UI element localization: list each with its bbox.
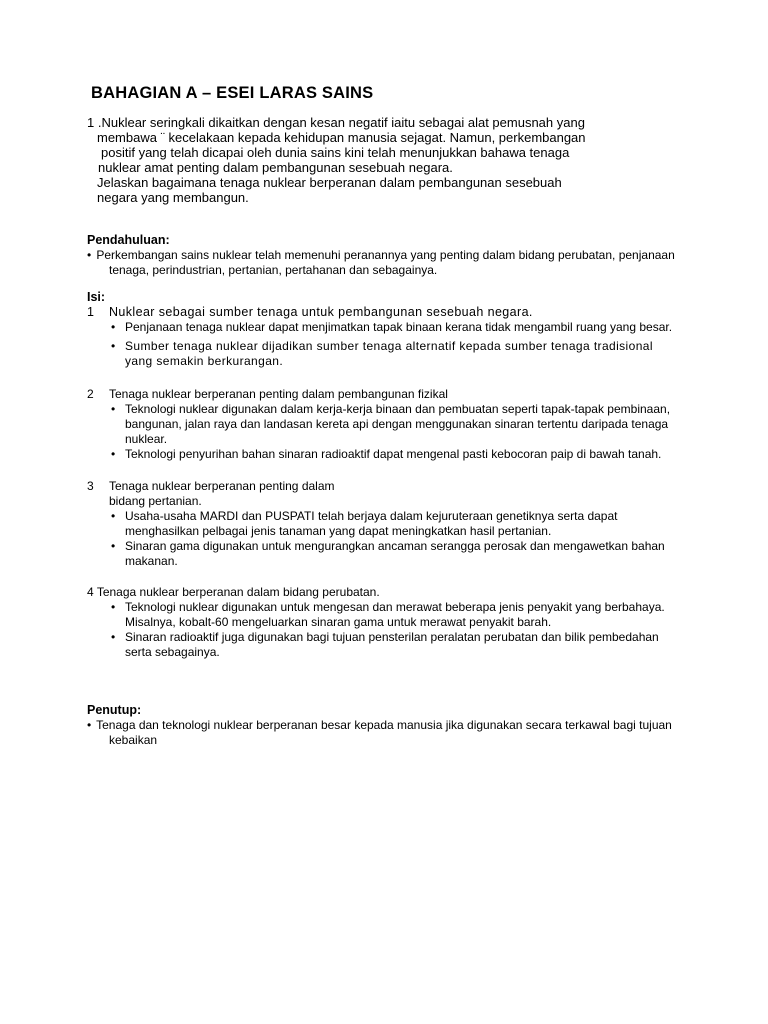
point-title-text: Nuklear sebagai sumber tenaga untuk pembangunan sesebuah negara. [109,305,533,319]
point-title-text: Tenaga nuklear berperanan dalam bidang perubatan. [96,585,380,599]
bullet-icon: • [111,402,116,416]
introduction-heading: Pendahuluan: [87,233,170,247]
bullet-icon: • [111,509,116,523]
point-title [87,585,682,600]
bullet-icon: • [111,339,116,353]
question-line: positif yang telah dicapai oleh dunia sains kini telah menunjukkan bahawa tenaga [101,145,570,160]
list-item [87,447,682,462]
list-item-text: Teknologi penyurihan bahan sinaran radioaktif dapat mengenal pasti kebocoran paip di bawah tanah. [125,447,662,461]
bullet-icon: • [111,630,116,644]
introduction-section [87,232,682,278]
point-title-text: Tenaga nuklear berperanan penting dalam [109,479,335,493]
list-item [87,402,682,447]
list-item-text: Sinaran gama digunakan untuk mengurangkan ancaman serangga perosak dan mengawetkan bahan makanan. [125,539,665,568]
list-item-text: Teknologi nuklear digunakan dalam kerja-kerja binaan dan pembuatan seperti tapak-tapak pembinaan, bangunan, jalan raya dan landasan kereta api dengan menggunakan sinaran tertentu daripada tenaga nuklear. [125,402,671,446]
list-item [87,600,682,630]
point-number: 2 [87,387,94,401]
list-item-text: Teknologi nuklear digunakan untuk mengesan dan merawat beberapa jenis penyakit yang berbahaya. Misalnya, kobalt-60 mengeluarkan sinaran gama untuk merawat penyakit barah. [125,600,665,629]
essay-question [87,115,667,205]
introduction-paragraph [87,248,682,278]
list-item-text: Usaha-usaha MARDI dan PUSPATI telah berjaya dalam kejuruteraan genetiknya serta dapat menghasilkan pelbagai jenis tanaman yang dapat meningkatkan hasil pertanian. [125,509,618,538]
introduction-text: Perkembangan sains nuklear telah memenuhi peranannya yang penting dalam bidang perubatan, penjanaan tenaga, perindustrian, pertanian, pertahanan dan sebagainya. [96,248,675,277]
list-item-text: Sinaran radioaktif juga digunakan bagi tujuan pensterilan peralatan perubatan dan bilik pembedahan serta sebagainya. [125,630,659,659]
point-title [87,479,682,494]
list-item [87,339,682,369]
list-item [87,630,682,660]
bullet-icon: • [87,248,92,262]
bullet-icon: • [111,539,116,553]
question-line: 1 .Nuklear seringkali dikaitkan dengan kesan negatif iaitu sebagai alat pemusnah yang [87,115,585,130]
list-item [87,320,682,335]
point-list [87,320,682,369]
question-line: membawa ¨ kecelakaan kepada kehidupan manusia sejagat. Namun, perkembangan [97,130,586,145]
list-item [87,539,682,569]
conclusion-section [87,702,682,748]
question-line: negara yang membangun. [97,190,249,205]
bullet-icon: • [111,600,116,614]
point-number: 3 [87,479,94,493]
point-title [87,387,682,402]
body-section [87,289,682,660]
bullet-icon: • [111,320,116,334]
document-title: BAHAGIAN A – ESEI LARAS SAINS [91,84,374,102]
point-list [87,402,682,462]
conclusion-text: Tenaga dan teknologi nuklear berperanan besar kepada manusia jika digunakan secara terkawal bagi tujuan kebaikan [96,718,672,747]
point-list [87,509,682,569]
conclusion-paragraph [87,718,682,748]
list-item [87,509,682,539]
point-list [87,600,682,660]
question-line: Jelaskan bagaimana tenaga nuklear berperanan dalam pembangunan sesebuah [97,175,562,190]
point-number: 4 [87,585,94,599]
list-item-text: Sumber tenaga nuklear dijadikan sumber tenaga alternatif kepada sumber tenaga tradisional yang semakin berkurangan. [125,339,653,368]
body-heading: Isi: [87,290,106,304]
point-number: 1 [87,305,94,319]
question-line: nuklear amat penting dalam pembangunan sesebuah negara. [98,160,453,175]
point-title-text: Tenaga nuklear berperanan penting dalam pembangunan fizikal [109,387,448,401]
point-title [87,305,682,320]
point-title-continuation: bidang pertanian. [109,494,202,508]
bullet-icon: • [111,447,116,461]
conclusion-heading: Penutup: [87,703,142,717]
list-item-text: Penjanaan tenaga nuklear dapat menjimatkan tapak binaan kerana tidak mengambil ruang yang besar. [125,320,673,334]
bullet-icon: • [87,718,92,732]
